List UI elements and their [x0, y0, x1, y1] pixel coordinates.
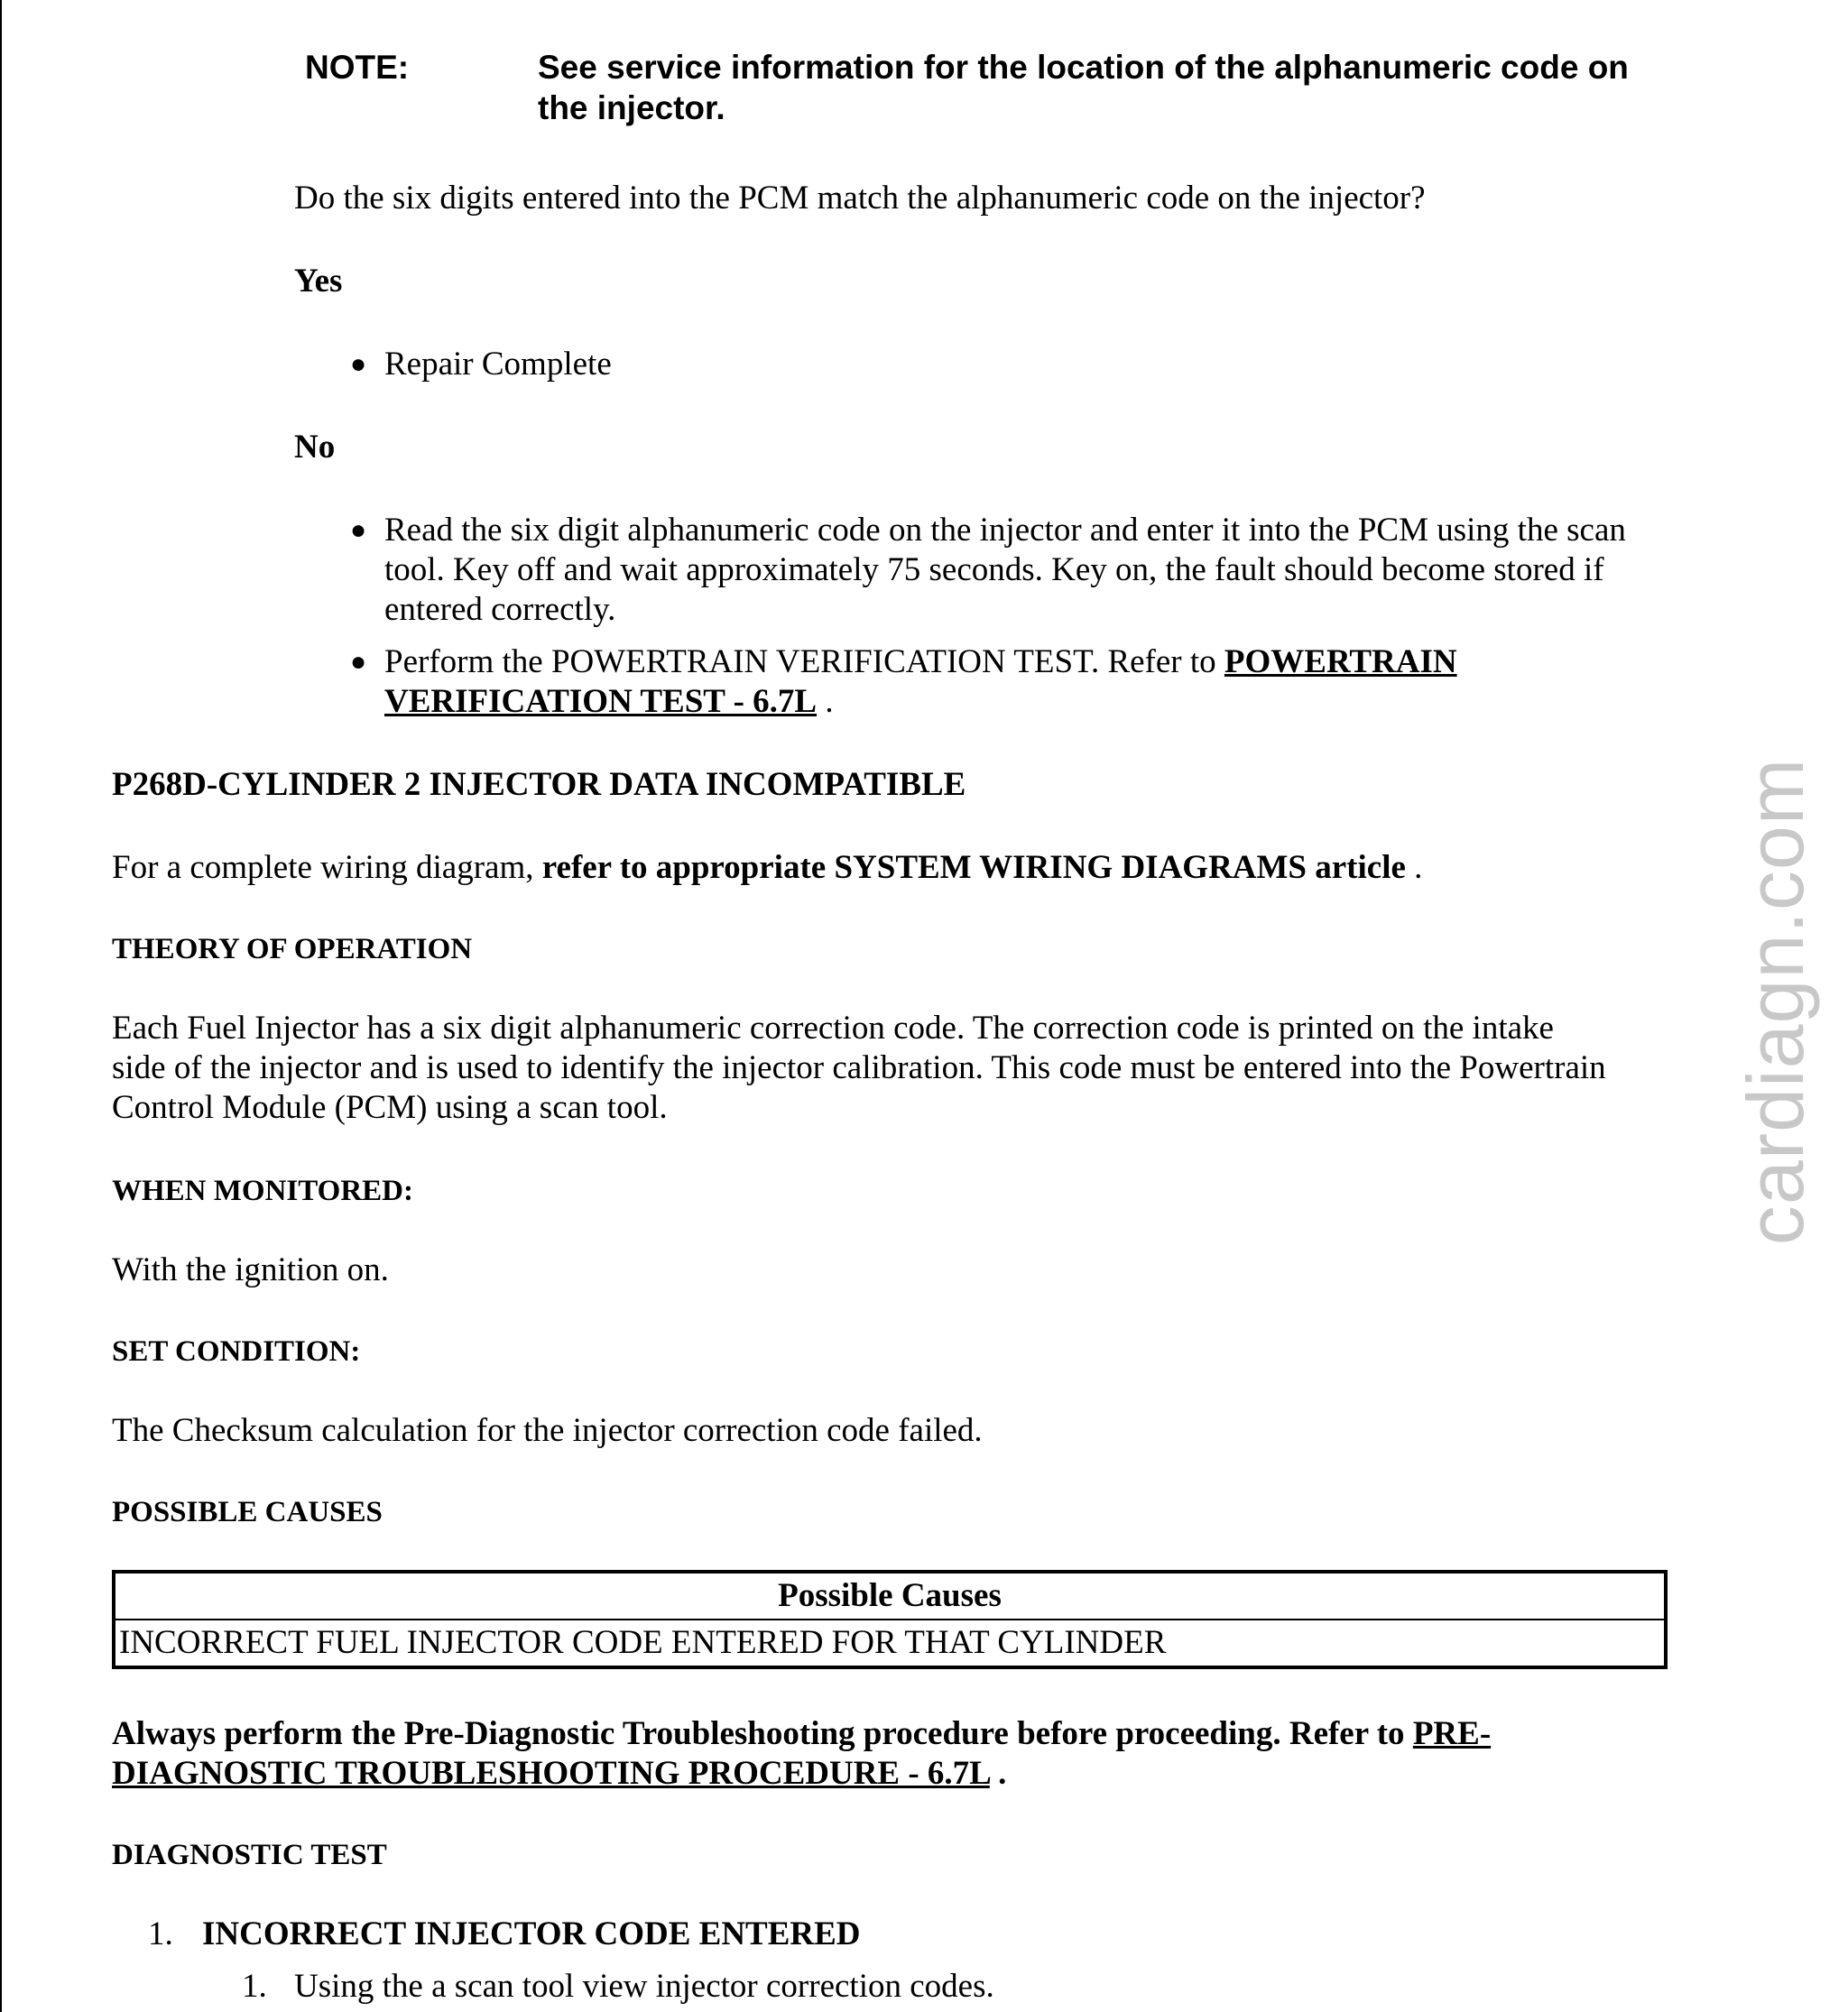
bullet-dot-icon: ●: [350, 349, 367, 379]
substep-1-text: Using the a scan tool view injector correction codes.: [294, 1968, 994, 2005]
pre-diagnostic-link-line-2[interactable]: DIAGNOSTIC TROUBLESHOOTING PROCEDURE - 6.7L: [112, 1755, 990, 1792]
page-left-border: [0, 0, 2, 2012]
yes-item: Repair Complete: [384, 346, 612, 383]
always-perform-line-2: [112, 1754, 1006, 1794]
always-perform-end: .: [989, 1755, 1007, 1792]
always-perform-text: Always perform the Pre-Diagnostic Troubleshooting procedure before proceeding. Refer to: [112, 1715, 1413, 1752]
question-text: Do the six digits entered into the PCM match the alphanumeric code on the injector?: [294, 180, 1426, 217]
no-item-1-line-3: entered correctly.: [384, 591, 616, 628]
bullet-dot-icon: ●: [350, 647, 367, 677]
possible-causes-heading: POSSIBLE CAUSES: [112, 1496, 383, 1528]
table-row: [114, 1620, 1666, 1667]
theory-line-3: Control Module (PCM) using a scan tool.: [112, 1089, 668, 1126]
theory-line-2: side of the injector and is used to identify the injector calibration. This code must be entered into the Powertrain: [112, 1049, 1606, 1086]
dtc-title: P268D-CYLINDER 2 INJECTOR DATA INCOMPATIBLE: [112, 766, 966, 803]
wiring-end: .: [1405, 849, 1423, 886]
note-text-line-1: See service information for the location of the alphanumeric code on: [538, 49, 1629, 86]
possible-causes-table: [112, 1570, 1668, 1669]
watermark-logo: cardiagn.com: [1731, 757, 1820, 1246]
set-condition-heading: SET CONDITION:: [112, 1335, 361, 1368]
theory-line-1: Each Fuel Injector has a six digit alphanumeric correction code. The correction code is printed on the intake: [112, 1010, 1554, 1047]
no-label: No: [294, 429, 336, 466]
note-label: NOTE:: [305, 49, 410, 86]
when-monitored-heading: WHEN MONITORED:: [112, 1175, 413, 1207]
no-item-1-line-1: Read the six digit alphanumeric code on the injector and enter it into the PCM using the scan: [384, 512, 1626, 549]
no-item-2-line-2: [384, 682, 834, 722]
no-item-1-line-2: tool. Key off and wait approximately 75 seconds. Key on, the fault should become stored if: [384, 551, 1604, 588]
bullet-dot-icon: ●: [350, 515, 367, 545]
no-item-2-end: .: [817, 683, 834, 720]
diagnostic-test-heading: DIAGNOSTIC TEST: [112, 1839, 387, 1871]
powertrain-verification-link-line-2[interactable]: VERIFICATION TEST - 6.7L: [384, 683, 818, 720]
when-monitored-text: With the ignition on.: [112, 1251, 389, 1288]
table-header-row: [114, 1572, 1666, 1620]
no-item-2-text: Perform the POWERTRAIN VERIFICATION TEST. Refer to: [384, 643, 1224, 680]
powertrain-verification-link[interactable]: POWERTRAIN: [1224, 643, 1457, 680]
set-condition-text: The Checksum calculation for the injector correction code failed.: [112, 1412, 983, 1449]
yes-label: Yes: [294, 263, 343, 300]
no-item-2: [384, 642, 1457, 682]
wiring-diagram-sentence: [112, 848, 1422, 888]
pre-diagnostic-link[interactable]: PRE-: [1412, 1715, 1492, 1752]
substep-1-number: 1.: [242, 1968, 267, 2005]
table-header-cell: Possible Causes: [114, 1572, 1666, 1620]
step-1-number: 1.: [148, 1915, 173, 1952]
wiring-diagrams-reference: refer to appropriate SYSTEM WIRING DIAGRAMS article: [541, 849, 1406, 886]
note-text-line-2: the injector.: [538, 89, 725, 126]
wiring-text: For a complete wiring diagram,: [112, 849, 542, 886]
theory-heading: THEORY OF OPERATION: [112, 933, 473, 965]
table-cell: INCORRECT FUEL INJECTOR CODE ENTERED FOR THAT CYLINDER: [114, 1620, 1666, 1667]
always-perform-line-1: [112, 1714, 1491, 1754]
step-1-title: INCORRECT INJECTOR CODE ENTERED: [202, 1915, 861, 1952]
